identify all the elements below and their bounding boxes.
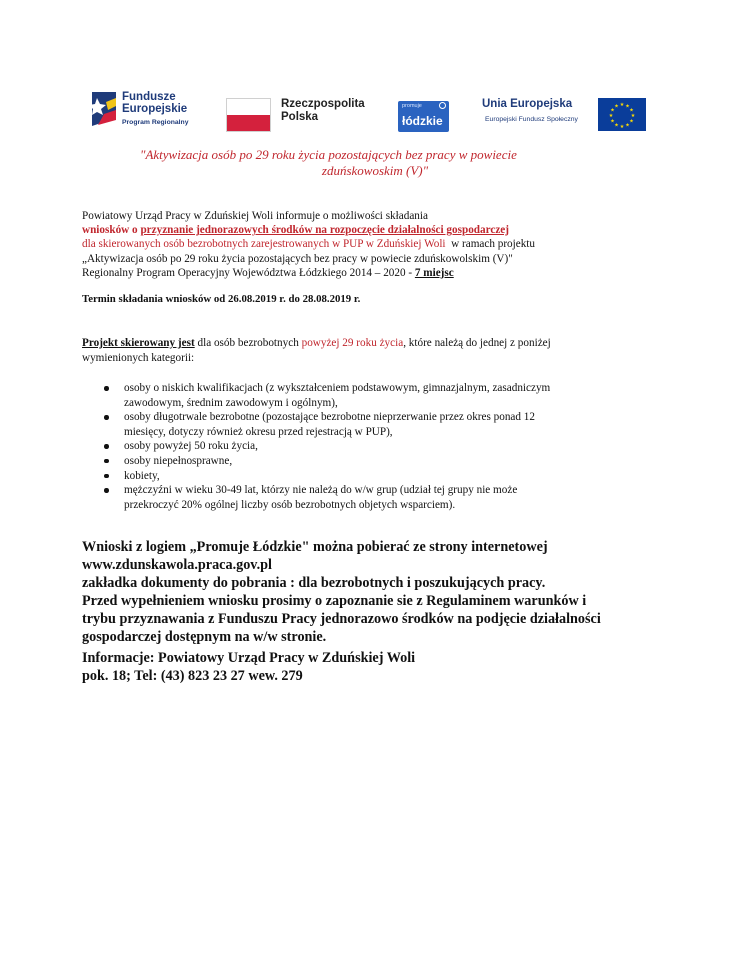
download-line1: Wnioski z logiem „Promuje Łódzkie" można pobierać ze strony internetowej xyxy=(82,539,548,555)
target-line1 xyxy=(82,336,682,351)
download-info xyxy=(82,538,682,646)
target-age: powyżej 29 roku życia xyxy=(301,337,404,349)
notice-line1: Powiatowy Urząd Pracy w Zduńskiej Woli informuje o możliwości składania xyxy=(82,210,428,222)
poland-flag-icon xyxy=(226,98,271,132)
svg-text:★: ★ xyxy=(625,122,630,129)
target-lead: Projekt skierowany jest xyxy=(82,337,195,349)
target-tail: , które należą do jednej z poniżej xyxy=(403,337,551,349)
svg-text:★: ★ xyxy=(625,103,630,110)
svg-text:★: ★ xyxy=(610,107,615,114)
deadline-text: Termin składania wniosków od 26.08.2019 r. do 28.08.2019 r. xyxy=(82,293,361,305)
subtitle-line1: "Aktywizacja osób po 29 roku życia pozostających bez pracy w powiecie xyxy=(140,147,517,162)
category-list xyxy=(104,381,624,512)
bullet-icon xyxy=(104,474,109,479)
fundusze-name-line2: Europejskie xyxy=(122,103,188,115)
svg-text:★: ★ xyxy=(614,103,619,110)
rzeczpospolita-line1: Rzeczpospolita xyxy=(281,98,365,110)
rzeczpospolita-line2: Polska xyxy=(281,111,319,123)
svg-text:★: ★ xyxy=(614,122,619,129)
download-line3: zakładka dokumenty do pobrania : dla bezrobotnych i poszukujących pracy. xyxy=(82,575,546,591)
notice-line3-red: dla skierowanych osób bezrobotnych zarejestrowanych w PUP w Zduńskiej Woli xyxy=(82,238,446,251)
svg-text:★: ★ xyxy=(619,124,625,130)
eu-stars-icon xyxy=(598,98,646,131)
notice-line2-underline: przyznanie jednorazowych środków na rozpoczęcie działalności gospodarczej xyxy=(140,224,509,237)
list-item: osoby powyżej 50 roku życia, xyxy=(104,439,624,454)
bullet-icon xyxy=(104,386,109,391)
download-line4: Przed wypełnieniem wniosku prosimy o zapoznanie sie z Regulaminem warunków i xyxy=(82,593,587,609)
download-line6: gospodarczej dostępnym na w/w stronie. xyxy=(82,629,327,645)
bullet-icon xyxy=(104,415,109,420)
list-item: mężczyźni w wieku 30-49 lat, którzy nie należą do w/w grup (udział tej grupy nie może przekroczyć 20% ogólnej liczby osób bezrobotnych objetych wsparciem). xyxy=(104,483,624,512)
list-item: kobiety, xyxy=(104,469,624,484)
ue-subtitle: Europejski Fundusz Społeczny xyxy=(485,116,578,123)
contact-info xyxy=(82,649,415,685)
fundusze-europejskie-emblem-icon xyxy=(92,92,118,126)
notice-places: 7 miejsc xyxy=(414,266,454,279)
svg-text:★: ★ xyxy=(619,102,625,108)
notice-line4: „Aktywizacja osób po 29 roku życia pozostających bez pracy w powiecie zduńskowolskim (V)" xyxy=(82,252,513,265)
fundusze-name-line1: Fundusze xyxy=(122,91,176,103)
svg-text:★: ★ xyxy=(608,113,614,119)
contact-line2: pok. 18; Tel: (43) 823 23 27 wew. 279 xyxy=(82,668,303,684)
notice-line3 xyxy=(82,237,682,251)
registered-mark-icon xyxy=(439,102,446,109)
notice-line5-text: Regionalny Program Operacyjny Województwa Łódzkiego 2014 – 2020 - xyxy=(82,266,415,279)
list-item: osoby niepełnosprawne, xyxy=(104,454,624,469)
rzeczpospolita-text xyxy=(281,98,365,124)
bullet-icon xyxy=(104,459,109,464)
fundusze-text xyxy=(122,91,188,126)
lodzkie-big-text: łódzkie xyxy=(402,114,443,128)
notice-line2 xyxy=(82,223,682,237)
list-item: osoby o niskich kwalifikacjach (z wykształceniem podstawowym, gimnazjalnym, zasadniczym zawodowym, średnim zawodowym i ogólnym), xyxy=(104,381,624,410)
svg-text:★: ★ xyxy=(629,118,634,125)
notice-line5 xyxy=(82,266,682,280)
rzeczpospolita-logo xyxy=(226,98,376,138)
fundusze-subtitle: Program Regionalny xyxy=(122,119,189,126)
download-line5: trybu przyznawania z Funduszu Pracy jednorazowo środków na podjęcie działalności xyxy=(82,611,601,627)
project-subtitle xyxy=(140,147,610,179)
unia-europejska-logo xyxy=(482,98,647,138)
target-intro xyxy=(82,336,682,366)
fundusze-europejskie-logo xyxy=(92,90,207,136)
notice-line2-bold: wniosków o xyxy=(82,224,141,237)
list-item: osoby długotrwale bezrobotne (pozostające bezrobotne nieprzerwanie przez okres ponad 12 miesięcy, dotyczy również okresu przed rejestracją w PUP), xyxy=(104,410,624,439)
bullet-icon xyxy=(104,488,109,493)
eu-flag-icon xyxy=(598,98,646,131)
ue-title: Unia Europejska xyxy=(482,98,573,110)
target-line2: wymienionych kategorii: xyxy=(82,352,195,364)
bullet-icon xyxy=(104,444,109,449)
target-middle: dla osób bezrobotnych xyxy=(194,337,302,349)
website-link[interactable]: www.zdunskawola.praca.gov.pl xyxy=(82,557,272,573)
contact-line1: Informacje: Powiatowy Urząd Pracy w Zduńskiej Woli xyxy=(82,650,416,666)
promuje-lodzkie-logo xyxy=(398,101,449,132)
notice-paragraph xyxy=(82,209,682,280)
svg-text:★: ★ xyxy=(629,107,634,114)
lodzkie-small-text: promuje xyxy=(402,103,422,109)
svg-text:★: ★ xyxy=(610,118,615,125)
svg-text:★: ★ xyxy=(630,113,636,119)
notice-line3-black: w ramach projektu xyxy=(445,238,536,251)
subtitle-line2: zduńskowoskim (V)" xyxy=(321,163,429,178)
